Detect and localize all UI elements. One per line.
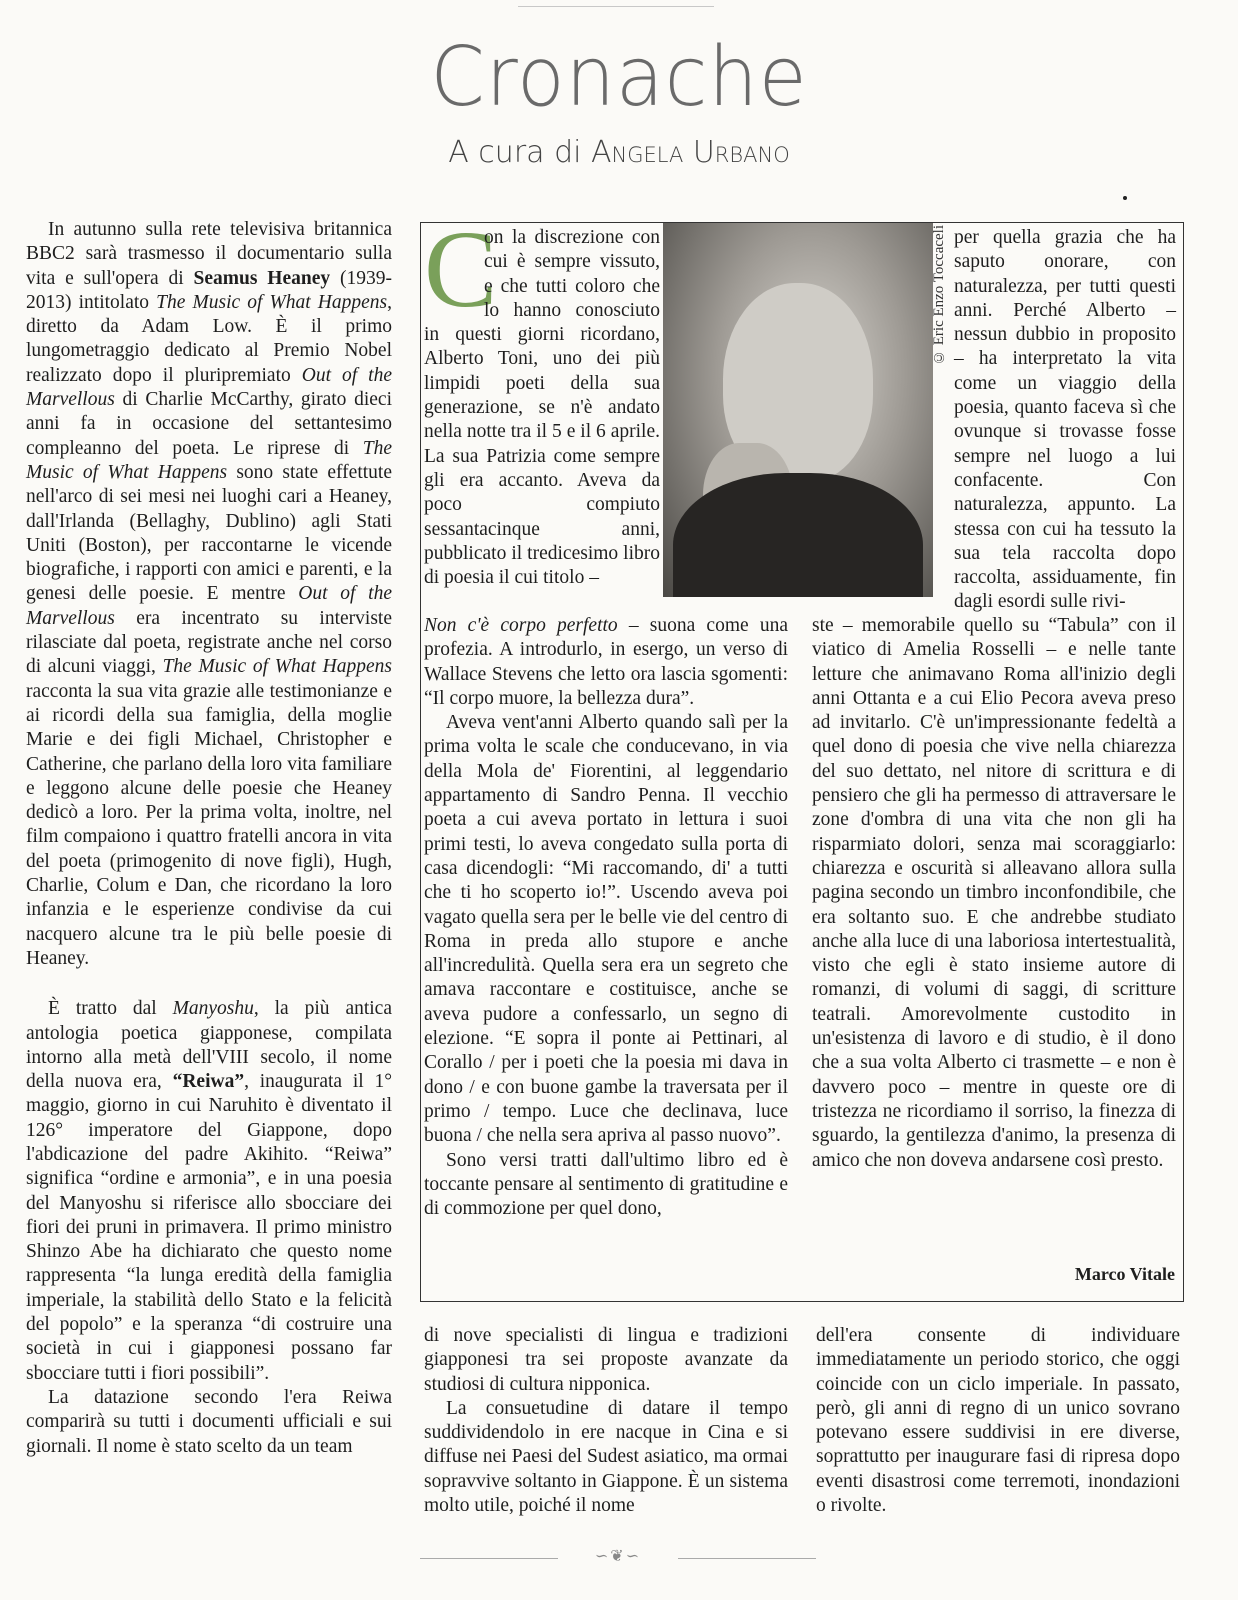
top-rule <box>518 6 714 7</box>
reiwa-paragraph: È tratto dal Manyoshu, la più antica antologia poetica giapponese, compilata intorno alla metà dell'VIII secolo, il nome della nuova era, “Reiwa”, inaugurata il 1° maggio, giorno in cui Naruhito è diventato il 126° imperatore del Giappone, dopo l'abdicazione del padre Akihito. “Reiwa” significa “ordine e armonia”, e in una poesia del Manyoshu si riferisce allo sbocciare dei fiori dei pruni in primavera. Il primo ministro Shinzo Abe ha dichiarato che questo nome rappresenta “la lunga eredità della famiglia imperiale, la stabilità dello Stato e la felicità del popolo” e la speranza “di costruire una società in cui i giapponesi possano far sbocciare tutti i fiori possibili”. <box>26 998 392 1384</box>
page-title: Cronache <box>430 30 808 125</box>
obituary-column-right-top: per quella grazia che ha saputo onorare, con naturalezza, per tutti questi anni. Perché Alberto – nessun dubbio in proposito – ha interpretato la vita come un viaggio della poesia, quanto faceva sì che ovunque si trovasse fosse sempre nel luogo a lui confacente. Con naturalezza, appunto. La stessa con cui ha tessuto la sua tela raccolta dopo raccolta, assiduamente, fin dagli esordi sulle rivi- <box>954 227 1176 613</box>
datazione-paragraph: La datazione secondo l'era Reiwa comparirà su tutti i documenti ufficiali e sui giornali. Il nome è stato scelto da un team <box>26 1386 392 1457</box>
subtitle-prefix: A cura di <box>448 135 591 170</box>
obituary-versi-paragraph: Sono versi tratti dall'ultimo libro ed è toccante pensare al sentimento di gratitudine e di commozione per quel dono, <box>424 1149 788 1220</box>
column-right-bottom: dell'era consente di individuare immediatamente un periodo storico, che oggi coincide con un ciclo imperiale. In passato, però, gli anni di regno di un unico sovrano potevano essere suddivisi in ere diverse, soprattutto per inaugurare fasi di ripresa dopo eventi disastrosi come terremoti, inondazioni o rivolte. <box>816 1325 1180 1517</box>
dropcap-letter: C <box>424 208 498 330</box>
obituary-penna-paragraph: Aveva vent'anni Alberto quando salì per la prima volta le scale che conducevano, in via della Mola de' Fiorentini, al leggendario appartamento di Sandro Penna. Il vecchio poeta a cui aveva portato in lettura i suoi primi testi, lo aveva congedato sulla porta di casa dicendogli: “Mi raccomando, di' a tutti che ti ho scoperto io!”. Uscendo aveva poi vagato quella sera per le belle vie del centro di Roma in preda allo stupore e anche all'incredulità. Quella sera era un segreto che amava raccontare e costituisce, anche se aveva pudore a confessarlo, un segno di elezione. “E sopra il ponte ai Pettinari, al Corallo / per i poeti che la poesia mi dava in dono / e con buone gambe la traversata per il primo / tempo. Luce che declinava, luce buona / che nella sera apriva al passo nuovo”. <box>424 712 788 1147</box>
author-signature: Marco Vitale <box>1074 1264 1175 1284</box>
photo-credit: © Eric Enzo Toccaceli <box>931 225 947 366</box>
page-subtitle <box>0 135 1238 170</box>
column-center-bottom: di nove specialisti di lingua e tradizioni giapponesi tra sei proposte avanzate da studiosi di cultura nipponica. La consuetudine di datare il tempo suddividendolo in ere nacque in Cina e si diffuse nei Paesi del Sudest asiatico, ma ormai sopravvive soltanto in Giappone. È un sistema molto utile, poiché il nome <box>424 1325 788 1517</box>
obituary-column-center <box>424 614 788 1221</box>
decorative-dot <box>1123 196 1127 200</box>
obituary-intro-cont: Non c'è corpo perfetto – suona come una profezia. A introdurlo, in esergo, un verso di Wallace Stevens che letto ora lascia sgomenti: “Il corpo muore, la bellezza dura”. <box>424 615 788 709</box>
heaney-paragraph: In autunno sulla rete televisiva britannica BBC2 sarà trasmesso il documentario sulla vita e sull'opera di Seamus Heaney (1939-2013) intitolato The Music of What Happens, diretto da Adam Low. È il primo lungometraggio dedicato al Premio Nobel realizzato dopo il pluripremiato Out of the Marvellous di Charlie McCarthy, girato dieci anni fa in occasione del settantesimo compleanno del poeta. Le riprese di The Music of What Happens sono state effettute nell'arco di sei mesi nei luoghi cari a Heaney, dall'Irlanda (Bellaghy, Dublino) agli Stati Uniti (Boston), per raccontarne le vicende biografiche, i rapporti con amici e parenti, e la genesi delle poesie. E mentre Out of the Marvellous era incentrato su interviste rilasciate dal poeta, registrate anche nel corso di alcuni viaggi, The Music of What Happens racconta la sua vita grazie alle testimonianze e ai ricordi della sua famiglia, della moglie Marie e dei figli Michael, Christopher e Catherine, che parlano della loro vita familiare e leggono alcune delle poesie che Heaney dedicò a loro. Per la prima volta, inoltre, nel film compaiono i quattro fratelli ancora in vita del poeta (primogenito di nove figli), Hugh, Charlie, Colum e Dan, che ricordano la loro infanzia e le esperienze condivise da cui nacquero alcune tra le più belle poesie di Heaney. <box>26 219 392 969</box>
column-left <box>26 218 392 1459</box>
portrait-photo <box>663 223 933 597</box>
subtitle-author: Angela Urbano <box>590 135 790 170</box>
footer-ornament: ∽❦∽ <box>420 1550 816 1566</box>
obituary-column-right-bottom: ste – memorabile quello su “Tabula” con il viatico di Amelia Rosselli – e nelle tante letture che animavano Roma all'inizio degli anni Ottanta e a cui Elio Pecora aveva preso ad invitarlo. C'è un'impressionante fedeltà a quel dono di poesia che vive nella chiarezza del suo dettato, nel nitore di scrittura e di pensiero che gli ha permesso di attraversare le zone d'ombra di una vita che non gli ha risparmiato dolori, senza mai scoraggiarlo: chiarezza e oscurità si alleavano allora sulla pagina secondo un timbro inconfondibile, che era soltanto suo. E che andrebbe studiato anche alla luce di una laboriosa intertestualità, visto che egli è stato insieme autore di romanzi, di volumi di saggi, di scritture teatrali. Amorevolmente custodito in un'esistenza di lavoro e di studio, è il dono che a sua volta Alberto ci trasmette – e non è davvero poco – mentre in queste ore di tristezza ne ricordiamo il sorriso, la finezza di sguardo, la gentilezza d'animo, la presenza di amico che non doveva andarsene così presto. <box>812 615 1176 1171</box>
obituary-intro: C on la discrezione con cui è sempre vissuto, e che tutti coloro che lo hanno conosciuto in questi giorni ricordano, Alberto Toni, uno dei più limpidi poeti della sua generazione, se n'è andato nella notte tra il 5 e il 6 aprile. La sua Patrizia come sempre gli era accanto. Aveva da poco compiuto sessantacinque anni, pubblicato il tredicesimo libro di poesia il cui titolo – <box>424 208 660 589</box>
obituary-column-left <box>424 208 660 590</box>
